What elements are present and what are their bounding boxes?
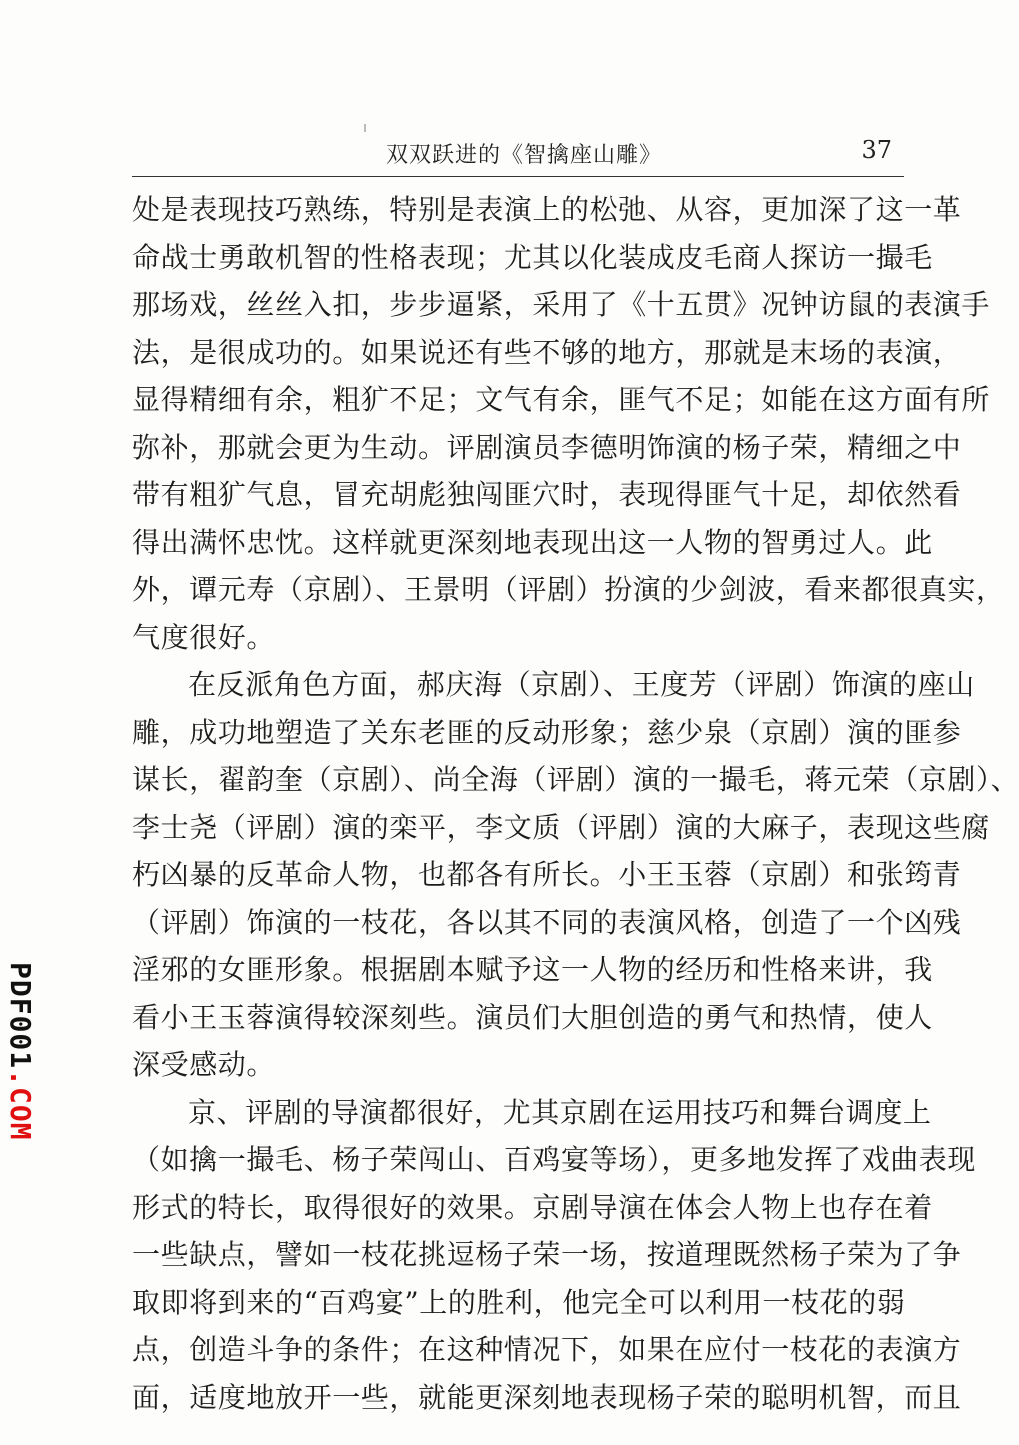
- text-line: 淫邪的女匪形象。根据剧本赋予这一人物的经历和性格来讲，我: [132, 953, 933, 986]
- text-line: 弥补，那就会更为生动。评剧演员李德明饰演的杨子荣，精细之中: [132, 430, 962, 464]
- text-line: 那场戏，丝丝入扣，步步逼紧，采用了《十五贯》况钟访鼠的表演手: [132, 288, 991, 321]
- text-line: 法，是很成功的。如果说还有些不够的地方，那就是末场的表演，: [132, 335, 962, 369]
- text-line: 命战士勇敢机智的性格表现；尤其以化装成皮毛商人探访一撮毛: [132, 240, 933, 274]
- text-line: 雕，成功地塑造了关东老匪的反动形象；慈少泉（京剧）演的匪参: [132, 715, 962, 749]
- text-line: 取即将到来的“百鸡宴”上的胜利，他完全可以利用一枝花的弱: [132, 1285, 906, 1319]
- text-line: 显得精细有余，粗犷不足；文气有余，匪气不足；如能在这方面有所: [132, 383, 991, 416]
- text-line: （评剧）饰演的一枝花，各以其不同的表演风格，创造了一个凶残: [132, 905, 962, 939]
- paragraph-first-line: 在反派角色方面，郝庆海（京剧）、王度芳（评剧）饰演的座山: [188, 668, 975, 701]
- text-line: 点，创造斗争的条件；在这种情况下，如果在应付一枝花的表演方: [132, 1333, 962, 1366]
- text-line: 谋长，翟韵奎（京剧）、尚全海（评剧）演的一撮毛，蒋元荣（京剧）、: [132, 763, 1019, 796]
- watermark: [2, 962, 38, 1152]
- text-line: 带有粗犷气息，冒充胡彪独闯匪穴时，表现得匪气十足，却依然看: [132, 478, 962, 511]
- page-header: [132, 136, 904, 177]
- body-text: [132, 190, 1019, 1425]
- text-line: 处是表现技巧熟练，特别是表演上的松弛、从容，更加深了这一革: [132, 193, 962, 226]
- text-line: 朽凶暴的反革命人物，也都各有所长。小王玉蓉（京剧）和张筠青: [132, 858, 962, 891]
- text-line: 深受感动。: [132, 1048, 276, 1081]
- text-line: 外，谭元寿（京剧）、王景明（评剧）扮演的少剑波，看来都很真实，: [132, 573, 1005, 606]
- watermark-prefix: PDF001: [4, 962, 37, 1070]
- text-line: 形式的特长，取得很好的效果。京剧导演在体会人物上也存在着: [132, 1190, 933, 1224]
- text-line: 得出满怀忠忱。这样就更深刻地表现出这一人物的智勇过人。此: [132, 525, 933, 559]
- text-line: 李士尧（评剧）演的栾平，李文质（评剧）演的大麻子，表现这些腐: [132, 810, 991, 844]
- text-line: 气度很好。: [132, 620, 276, 654]
- paragraph-first-line: 京、评剧的导演都很好，尤其京剧在运用技巧和舞台调度上: [188, 1095, 932, 1129]
- text-line: （如擒一撮毛、杨子荣闯山、百鸡宴等场），更多地发挥了戏曲表现: [132, 1143, 977, 1176]
- running-title: 双双跃进的《智擒座山雕》: [386, 143, 663, 168]
- watermark-suffix: .COM: [4, 1069, 37, 1141]
- text-line: 看小王玉蓉演得较深刻些。演员们大胆创造的勇气和热情，使人: [132, 1000, 933, 1034]
- text-line: 面，适度地放开一些，就能更深刻地表现杨子荣的聪明机智，而且: [132, 1380, 962, 1414]
- scan-speck: [364, 124, 366, 132]
- page-number: 37: [861, 136, 892, 164]
- text-line: 一些缺点，譬如一枝花挑逗杨子荣一场，按道理既然杨子荣为了争: [132, 1238, 962, 1271]
